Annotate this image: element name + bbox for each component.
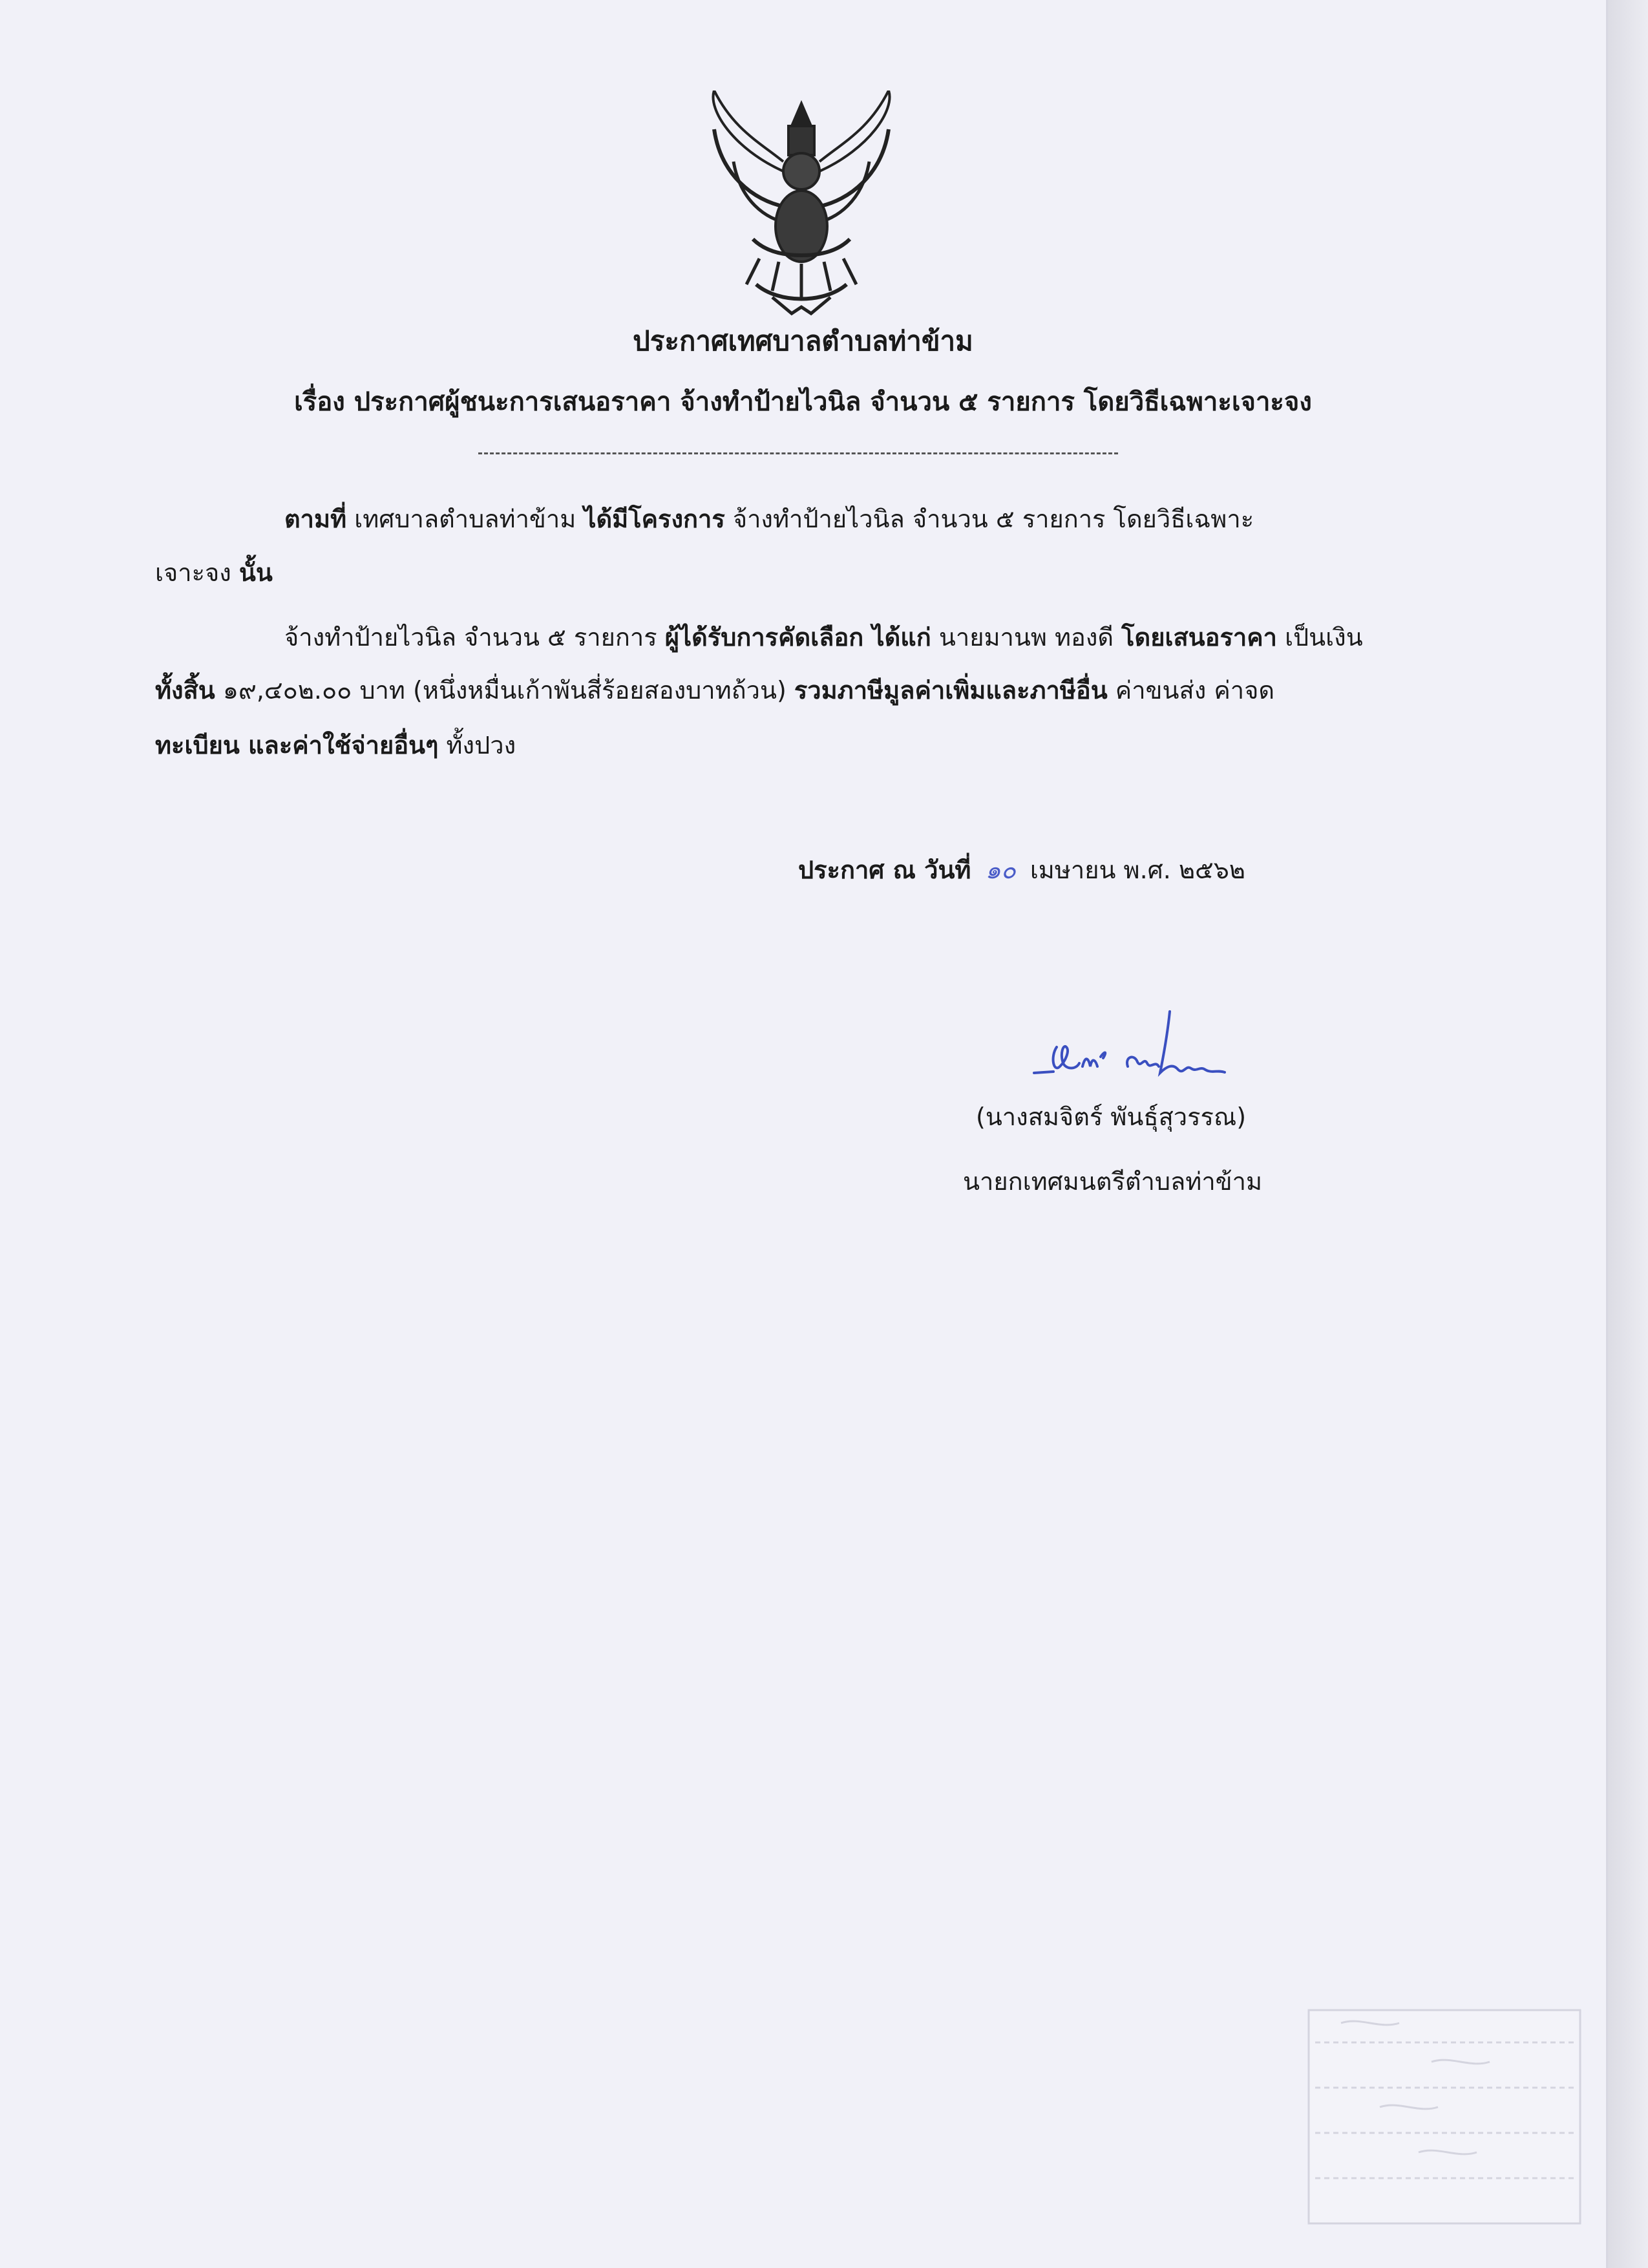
paragraph-2-line-1: [284, 619, 1363, 655]
text-segment: นั้น: [238, 558, 273, 587]
text-segment: ทั้งสิ้น: [155, 676, 215, 705]
text-segment: และค่าใช้จ่ายอื่นๆ: [248, 731, 439, 759]
text-segment: ทั้งปวง: [438, 731, 516, 759]
paragraph-1-line-2: [155, 555, 273, 591]
handwritten-signature-icon: [1031, 1005, 1238, 1102]
text-segment: ได้มีโครงการ: [584, 505, 725, 533]
text-segment: ๑๙,๔๐๒.๐๐ บาท (หนึ่งหมื่นเก้าพันสี่ร้อยสองบาทถ้วน): [215, 676, 794, 705]
announcement-title: ประกาศเทศบาลตำบลท่าข้าม: [633, 325, 973, 357]
text-segment: จ้างทำป้ายไวนิล จำนวน ๕ รายการ โดยวิธีเฉพาะ: [724, 505, 1254, 533]
signatory-position: นายกเทศมนตรีตำบลท่าข้าม: [963, 1167, 1263, 1196]
scan-edge: [1608, 0, 1648, 2268]
faded-stamp-icon: [1302, 1997, 1593, 2243]
date-day: ๑๐: [985, 856, 1016, 884]
date-prefix: ประกาศ ณ วันที่: [798, 856, 971, 884]
paragraph-2-line-3: [155, 727, 516, 763]
signatory-name: (นางสมจิตร์ พันธุ์สุวรรณ): [976, 1103, 1247, 1131]
divider-line: [478, 452, 1118, 454]
text-segment: นายมานพ ทองดี: [931, 623, 1122, 652]
text-segment: ค่าขนส่ง ค่าจด: [1107, 676, 1275, 705]
announcement-subject: เรื่อง ประกาศผู้ชนะการเสนอราคา จ้างทำป้ายไวนิล จำนวน ๕ รายการ โดยวิธีเฉพาะเจาะจง: [294, 387, 1312, 417]
text-segment: จ้างทำป้ายไวนิล จำนวน ๕ รายการ: [284, 623, 665, 652]
text-segment: เทศบาลตำบลท่าข้าม: [346, 505, 584, 533]
garuda-emblem-icon: [695, 90, 908, 323]
text-segment: เจาะจง: [155, 558, 239, 587]
text-segment: โดยเสนอราคา: [1121, 623, 1277, 652]
text-segment: ทะเบียน: [155, 731, 249, 759]
announcement-date: [798, 852, 1245, 888]
paragraph-1-line-1: [284, 501, 1254, 537]
date-month-year: เมษายน พ.ศ. ๒๕๖๒: [1030, 856, 1245, 884]
text-segment: เป็นเงิน: [1276, 623, 1363, 652]
text-segment: รวมภาษีมูลค่าเพิ่มและภาษีอื่น: [794, 676, 1108, 705]
text-segment: ผู้ได้รับการคัดเลือก ได้แก่: [664, 623, 931, 652]
text-segment: ตามที่: [284, 505, 347, 533]
paragraph-2-line-2: [155, 672, 1274, 708]
